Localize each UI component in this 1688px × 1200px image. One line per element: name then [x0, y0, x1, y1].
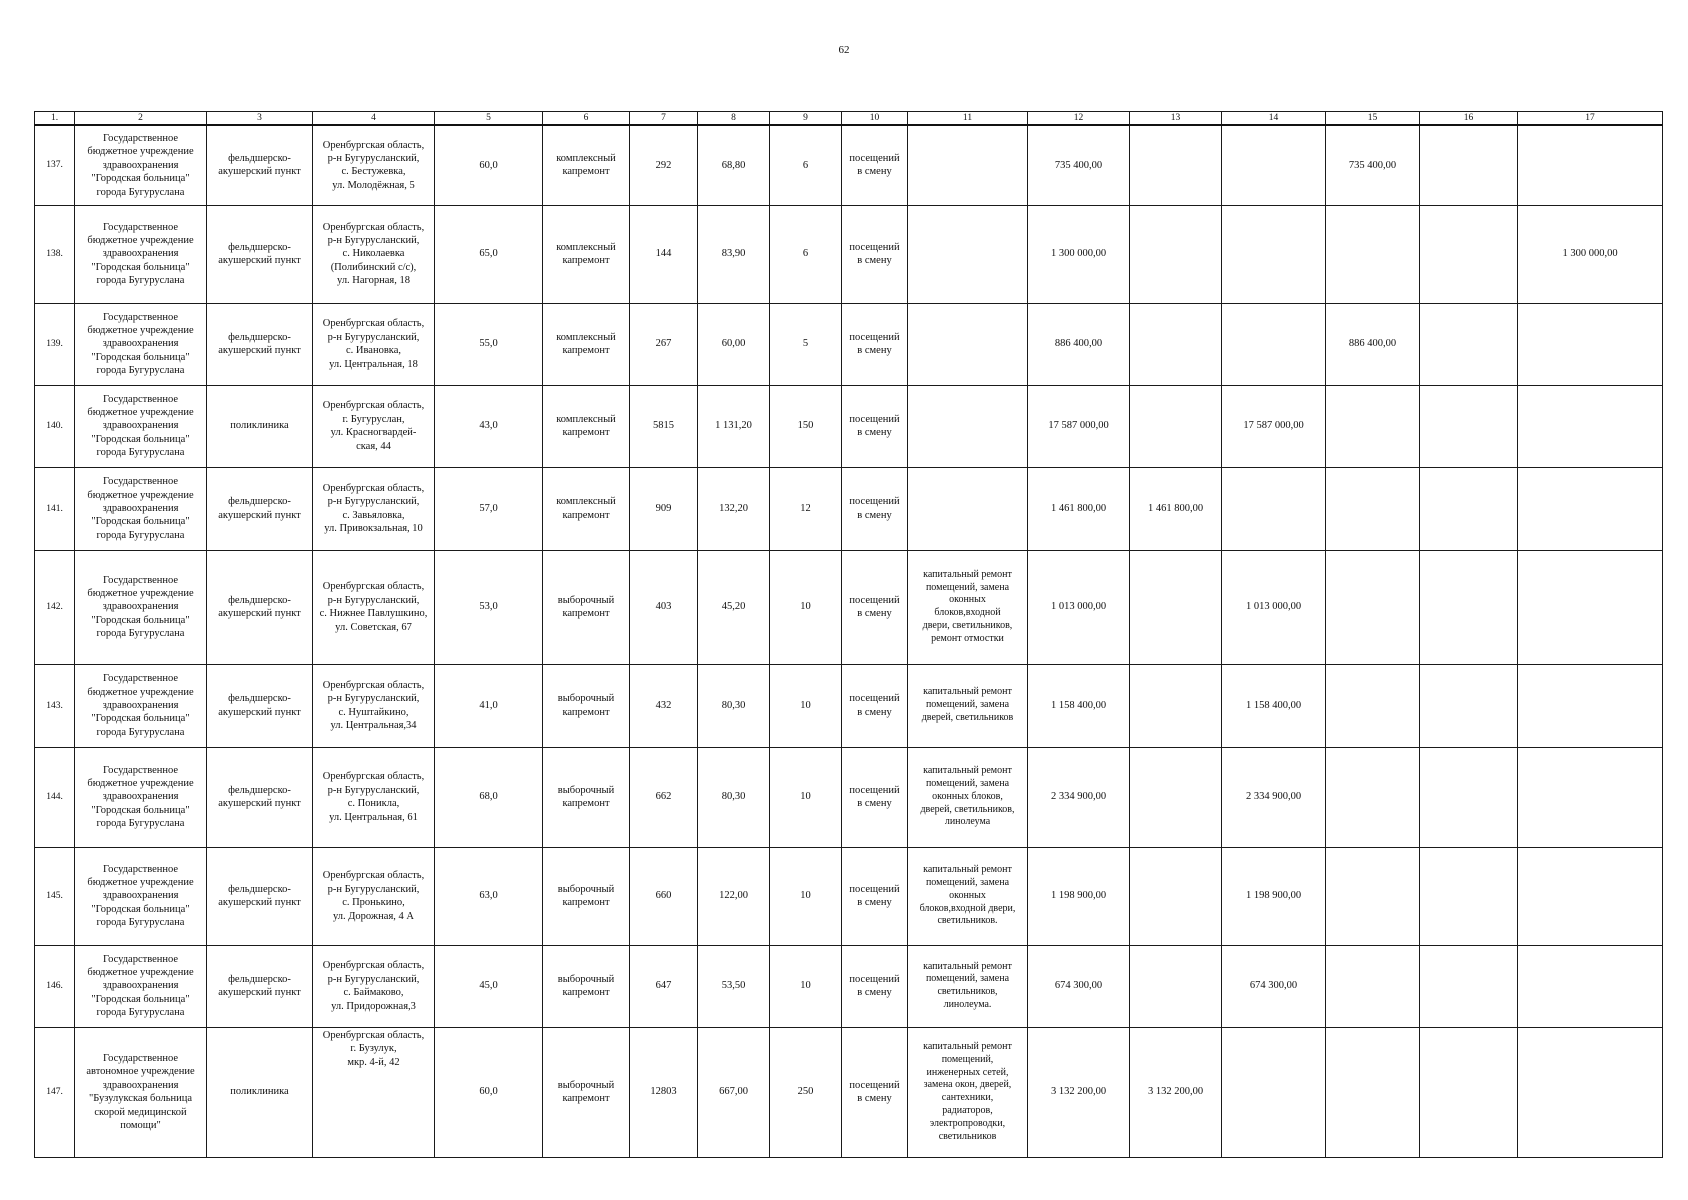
capacity-unit: посещений в смену: [842, 125, 908, 205]
cost-col-14: [1222, 467, 1326, 550]
cost-col-14: 674 300,00: [1222, 945, 1326, 1027]
row-number: 141.: [35, 467, 75, 550]
facility-address: Оренбургская область, р-н Бугурусланский, с. Пронькино, ул. Дорожная, 4 А: [313, 847, 435, 945]
cell-col-8: 83,90: [698, 205, 770, 303]
cost-col-15: [1326, 945, 1420, 1027]
cell-col-7: 909: [630, 467, 698, 550]
repair-type: комплексный капремонт: [543, 205, 630, 303]
cell-col-7: 5815: [630, 385, 698, 467]
cost-col-13: 1 461 800,00: [1130, 467, 1222, 550]
repair-type: выборочный капремонт: [543, 550, 630, 664]
area-value: 57,0: [435, 467, 543, 550]
cost-col-13: [1130, 125, 1222, 205]
capital-repair-table: [34, 111, 1663, 1158]
cost-col-13: [1130, 747, 1222, 847]
cost-col-14: 1 013 000,00: [1222, 550, 1326, 664]
facility-type: поликлиника: [207, 1027, 313, 1157]
facility-type: фельдшерско- акушерский пункт: [207, 205, 313, 303]
cost-col-13: [1130, 550, 1222, 664]
cost-col-16: [1420, 303, 1518, 385]
cell-col-7: 403: [630, 550, 698, 664]
facility-type: фельдшерско- акушерский пункт: [207, 847, 313, 945]
table-row: [35, 1027, 1663, 1157]
cost-col-14: 2 334 900,00: [1222, 747, 1326, 847]
table-row: [35, 125, 1663, 205]
cost-col-14: 1 198 900,00: [1222, 847, 1326, 945]
cost-col-16: [1420, 467, 1518, 550]
repair-type: выборочный капремонт: [543, 664, 630, 747]
total-cost: 674 300,00: [1028, 945, 1130, 1027]
cost-col-15: [1326, 664, 1420, 747]
row-number: 143.: [35, 664, 75, 747]
facility-type: фельдшерско- акушерский пункт: [207, 125, 313, 205]
cost-col-15: 735 400,00: [1326, 125, 1420, 205]
cost-col-13: [1130, 847, 1222, 945]
cost-col-13: [1130, 385, 1222, 467]
area-value: 68,0: [435, 747, 543, 847]
cost-col-15: [1326, 550, 1420, 664]
cost-col-16: [1420, 385, 1518, 467]
cost-col-17: [1518, 1027, 1663, 1157]
table-row: [35, 385, 1663, 467]
column-header: 10: [842, 112, 908, 126]
capacity-unit: посещений в смену: [842, 467, 908, 550]
column-header: 7: [630, 112, 698, 126]
cell-col-7: 662: [630, 747, 698, 847]
works-description: капитальный ремонт помещений, замена оконных блоков,входной двери, светильников.: [908, 847, 1028, 945]
facility-type: фельдшерско- акушерский пункт: [207, 303, 313, 385]
cost-col-14: [1222, 205, 1326, 303]
institution-name: Государственное бюджетное учреждение здравоохранения "Городская больница" города Бугуруслана: [75, 747, 207, 847]
repair-type: выборочный капремонт: [543, 1027, 630, 1157]
facility-address: Оренбургская область, р-н Бугурусланский, с. Бестужевка, ул. Молодёжная, 5: [313, 125, 435, 205]
repair-type: комплексный капремонт: [543, 385, 630, 467]
facility-address: Оренбургская область, г. Бугуруслан, ул. Красногвардей- ская, 44: [313, 385, 435, 467]
total-cost: 1 013 000,00: [1028, 550, 1130, 664]
cost-col-17: [1518, 945, 1663, 1027]
repair-type: выборочный капремонт: [543, 945, 630, 1027]
institution-name: Государственное бюджетное учреждение здравоохранения "Городская больница" города Бугуруслана: [75, 125, 207, 205]
area-value: 53,0: [435, 550, 543, 664]
works-description: капитальный ремонт помещений, инженерных сетей, замена окон, дверей, сантехники, радиаторов, электропроводки, светильников: [908, 1027, 1028, 1157]
table-row: [35, 303, 1663, 385]
cell-col-8: 60,00: [698, 303, 770, 385]
cell-col-8: 667,00: [698, 1027, 770, 1157]
facility-type: фельдшерско- акушерский пункт: [207, 747, 313, 847]
table-row: [35, 945, 1663, 1027]
facility-address: Оренбургская область, р-н Бугурусланский, с. Завьяловка, ул. Привокзальная, 10: [313, 467, 435, 550]
cell-col-7: 647: [630, 945, 698, 1027]
works-description: капитальный ремонт помещений, замена оконных блоков,входной двери, светильников, ремонт отмостки: [908, 550, 1028, 664]
cost-col-15: [1326, 467, 1420, 550]
cell-col-8: 80,30: [698, 747, 770, 847]
cost-col-17: [1518, 125, 1663, 205]
cell-col-8: 122,00: [698, 847, 770, 945]
column-header: 5: [435, 112, 543, 126]
area-value: 60,0: [435, 125, 543, 205]
capacity-unit: посещений в смену: [842, 550, 908, 664]
cell-col-9: 10: [770, 945, 842, 1027]
row-number: 147.: [35, 1027, 75, 1157]
cost-col-14: [1222, 1027, 1326, 1157]
capacity-unit: посещений в смену: [842, 1027, 908, 1157]
capacity-unit: посещений в смену: [842, 303, 908, 385]
works-description: [908, 303, 1028, 385]
cell-col-8: 45,20: [698, 550, 770, 664]
cell-col-9: 10: [770, 847, 842, 945]
total-cost: 17 587 000,00: [1028, 385, 1130, 467]
row-number: 146.: [35, 945, 75, 1027]
cell-col-9: 10: [770, 664, 842, 747]
capacity-unit: посещений в смену: [842, 945, 908, 1027]
cost-col-15: [1326, 205, 1420, 303]
cell-col-9: 12: [770, 467, 842, 550]
cost-col-17: [1518, 664, 1663, 747]
column-header: 1.: [35, 112, 75, 126]
total-cost: 3 132 200,00: [1028, 1027, 1130, 1157]
total-cost: 1 300 000,00: [1028, 205, 1130, 303]
facility-type: фельдшерско- акушерский пункт: [207, 945, 313, 1027]
facility-address: Оренбургская область, р-н Бугурусланский, с. Ивановка, ул. Центральная, 18: [313, 303, 435, 385]
cost-col-15: [1326, 747, 1420, 847]
row-number: 142.: [35, 550, 75, 664]
cost-col-17: [1518, 303, 1663, 385]
column-header: 14: [1222, 112, 1326, 126]
cell-col-8: 1 131,20: [698, 385, 770, 467]
facility-address: Оренбургская область, р-н Бугурусланский, с. Пониклa, ул. Центральная, 61: [313, 747, 435, 847]
area-value: 63,0: [435, 847, 543, 945]
cell-col-7: 292: [630, 125, 698, 205]
row-number: 137.: [35, 125, 75, 205]
cost-col-15: [1326, 847, 1420, 945]
cell-col-7: 267: [630, 303, 698, 385]
cell-col-8: 68,80: [698, 125, 770, 205]
column-header: 8: [698, 112, 770, 126]
cost-col-17: 1 300 000,00: [1518, 205, 1663, 303]
works-description: [908, 125, 1028, 205]
repair-type: комплексный капремонт: [543, 125, 630, 205]
capacity-unit: посещений в смену: [842, 747, 908, 847]
cost-col-16: [1420, 205, 1518, 303]
table-row: [35, 550, 1663, 664]
cell-col-8: 80,30: [698, 664, 770, 747]
facility-address: Оренбургская область, г. Бузулук, мкр. 4-й, 42: [313, 1027, 435, 1157]
column-header: 11: [908, 112, 1028, 126]
column-header: 6: [543, 112, 630, 126]
institution-name: Государственное автономное учреждение здравоохранения "Бузулукская больница скорой медицинской помощи": [75, 1027, 207, 1157]
facility-address: Оренбургская область, р-н Бугурусланский, с. Нуштайкино, ул. Центральная,34: [313, 664, 435, 747]
cost-col-16: [1420, 945, 1518, 1027]
facility-type: фельдшерско- акушерский пункт: [207, 664, 313, 747]
table-row: [35, 467, 1663, 550]
facility-type: поликлиника: [207, 385, 313, 467]
total-cost: 735 400,00: [1028, 125, 1130, 205]
column-header: 16: [1420, 112, 1518, 126]
institution-name: Государственное бюджетное учреждение здравоохранения "Городская больница" города Бугуруслана: [75, 385, 207, 467]
capacity-unit: посещений в смену: [842, 664, 908, 747]
cost-col-16: [1420, 747, 1518, 847]
capacity-unit: посещений в смену: [842, 847, 908, 945]
cost-col-16: [1420, 550, 1518, 664]
institution-name: Государственное бюджетное учреждение здравоохранения "Городская больница" города Бугуруслана: [75, 550, 207, 664]
total-cost: 886 400,00: [1028, 303, 1130, 385]
works-description: капитальный ремонт помещений, замена дверей, светильников: [908, 664, 1028, 747]
repair-type: комплексный капремонт: [543, 467, 630, 550]
repair-type: выборочный капремонт: [543, 747, 630, 847]
cell-col-8: 53,50: [698, 945, 770, 1027]
column-header: 17: [1518, 112, 1663, 126]
cost-col-13: 3 132 200,00: [1130, 1027, 1222, 1157]
cost-col-15: [1326, 1027, 1420, 1157]
column-header: 12: [1028, 112, 1130, 126]
cost-col-17: [1518, 550, 1663, 664]
institution-name: Государственное бюджетное учреждение здравоохранения "Городская больница" города Бугуруслана: [75, 467, 207, 550]
cell-col-9: 6: [770, 205, 842, 303]
facility-address: Оренбургская область, р-н Бугурусланский, с. Нижнее Павлушкино, ул. Советская, 67: [313, 550, 435, 664]
total-cost: 2 334 900,00: [1028, 747, 1130, 847]
cost-col-17: [1518, 467, 1663, 550]
cost-col-14: 17 587 000,00: [1222, 385, 1326, 467]
column-header: 13: [1130, 112, 1222, 126]
column-header: 2: [75, 112, 207, 126]
cost-col-16: [1420, 125, 1518, 205]
capacity-unit: посещений в смену: [842, 205, 908, 303]
works-description: капитальный ремонт помещений, замена оконных блоков, дверей, светильников, линолеума: [908, 747, 1028, 847]
cost-col-16: [1420, 664, 1518, 747]
institution-name: Государственное бюджетное учреждение здравоохранения "Городская больница" города Бугуруслана: [75, 303, 207, 385]
cell-col-7: 12803: [630, 1027, 698, 1157]
facility-address: Оренбургская область, р-н Бугурусланский, с. Баймаково, ул. Придорожная,3: [313, 945, 435, 1027]
total-cost: 1 158 400,00: [1028, 664, 1130, 747]
cell-col-7: 432: [630, 664, 698, 747]
institution-name: Государственное бюджетное учреждение здравоохранения "Городская больница" города Бугуруслана: [75, 205, 207, 303]
cost-col-17: [1518, 385, 1663, 467]
cell-col-9: 10: [770, 550, 842, 664]
cell-col-9: 5: [770, 303, 842, 385]
table-row: [35, 747, 1663, 847]
cost-col-16: [1420, 847, 1518, 945]
table-row: [35, 205, 1663, 303]
area-value: 45,0: [435, 945, 543, 1027]
cost-col-17: [1518, 747, 1663, 847]
cost-col-16: [1420, 1027, 1518, 1157]
row-number: 145.: [35, 847, 75, 945]
cell-col-7: 144: [630, 205, 698, 303]
row-number: 139.: [35, 303, 75, 385]
cost-col-14: [1222, 303, 1326, 385]
column-header: 9: [770, 112, 842, 126]
cell-col-9: 250: [770, 1027, 842, 1157]
cost-col-13: [1130, 664, 1222, 747]
column-header: 4: [313, 112, 435, 126]
facility-address: Оренбургская область, р-н Бугурусланский, с. Николаевка (Полибинский с/с), ул. Нагорная, 18: [313, 205, 435, 303]
institution-name: Государственное бюджетное учреждение здравоохранения "Городская больница" города Бугуруслана: [75, 847, 207, 945]
cost-col-14: 1 158 400,00: [1222, 664, 1326, 747]
row-number: 140.: [35, 385, 75, 467]
cell-col-9: 6: [770, 125, 842, 205]
cell-col-9: 10: [770, 747, 842, 847]
cost-col-13: [1130, 205, 1222, 303]
page-number: 62: [838, 44, 850, 56]
repair-type: выборочный капремонт: [543, 847, 630, 945]
table-body: [35, 125, 1663, 1157]
cost-col-13: [1130, 945, 1222, 1027]
cell-col-7: 660: [630, 847, 698, 945]
works-description: [908, 467, 1028, 550]
repair-type: комплексный капремонт: [543, 303, 630, 385]
area-value: 65,0: [435, 205, 543, 303]
row-number: 144.: [35, 747, 75, 847]
area-value: 55,0: [435, 303, 543, 385]
facility-type: фельдшерско- акушерский пункт: [207, 467, 313, 550]
table-row: [35, 664, 1663, 747]
facility-type: фельдшерско- акушерский пункт: [207, 550, 313, 664]
cell-col-8: 132,20: [698, 467, 770, 550]
cost-col-15: 886 400,00: [1326, 303, 1420, 385]
column-number-row: [35, 112, 1663, 126]
area-value: 43,0: [435, 385, 543, 467]
cost-col-13: [1130, 303, 1222, 385]
works-description: [908, 205, 1028, 303]
cost-col-17: [1518, 847, 1663, 945]
total-cost: 1 198 900,00: [1028, 847, 1130, 945]
works-description: капитальный ремонт помещений, замена светильников, линолеума.: [908, 945, 1028, 1027]
column-header: 15: [1326, 112, 1420, 126]
institution-name: Государственное бюджетное учреждение здравоохранения "Городская больница" города Бугуруслана: [75, 664, 207, 747]
table-row: [35, 847, 1663, 945]
cost-col-15: [1326, 385, 1420, 467]
works-description: [908, 385, 1028, 467]
cost-col-14: [1222, 125, 1326, 205]
institution-name: Государственное бюджетное учреждение здравоохранения "Городская больница" города Бугуруслана: [75, 945, 207, 1027]
cell-col-9: 150: [770, 385, 842, 467]
area-value: 41,0: [435, 664, 543, 747]
area-value: 60,0: [435, 1027, 543, 1157]
row-number: 138.: [35, 205, 75, 303]
column-header: 3: [207, 112, 313, 126]
total-cost: 1 461 800,00: [1028, 467, 1130, 550]
capacity-unit: посещений в смену: [842, 385, 908, 467]
